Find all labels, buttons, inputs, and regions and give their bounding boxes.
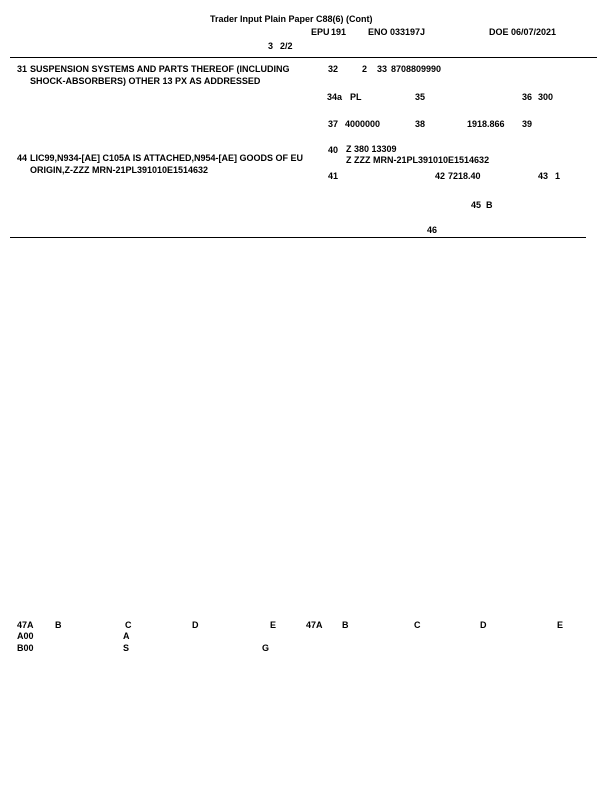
box42-item-price: 7218.40 xyxy=(448,171,481,181)
box45-adjustment: B xyxy=(486,200,493,210)
box47-left-col-b: B xyxy=(55,620,62,630)
box47-right-col-b: B xyxy=(342,620,349,630)
header-divider xyxy=(10,57,597,58)
tax-row-1-type: A00 xyxy=(17,631,34,641)
box47-right-col-d: D xyxy=(480,620,487,630)
box38-number: 38 xyxy=(415,119,426,129)
page-indicator: 2/2 xyxy=(280,41,293,51)
box47a-right-header: 47A xyxy=(306,620,323,630)
tax-row-2-col-c: S xyxy=(123,643,130,653)
eno-label: ENO xyxy=(368,27,388,37)
box31-goods-description: SUSPENSION SYSTEMS AND PARTS THEREOF (INCLUDING SHOCK-ABSORBERS) OTHER 13 PX AS ADDRESSED xyxy=(30,64,290,86)
box38-net-mass: 1918.866 xyxy=(467,119,505,129)
box47-left-col-c: C xyxy=(125,620,132,630)
box33-commodity-code: 8708809990 xyxy=(391,64,442,74)
box44-additional-information: LIC99,N934-[AE] C105A IS ATTACHED,N954-[AE] GOODS OF EU ORIGIN,Z-ZZZ MRN-21PL391010E1514632 xyxy=(30,153,304,175)
box37-number: 37 xyxy=(328,119,339,129)
box31-number: 31 xyxy=(17,64,28,74)
box32-value: 2 xyxy=(362,64,368,74)
box32-number: 32 xyxy=(328,64,339,74)
tax-row-1-col-c: A xyxy=(123,631,130,641)
box41-number: 41 xyxy=(328,171,339,181)
box37-procedure-code: 4000000 xyxy=(345,119,381,129)
box47-left-col-e: E xyxy=(270,620,277,630)
tax-row-2-col-e: G xyxy=(262,643,270,653)
box34a-number: 34a xyxy=(327,92,343,102)
doe-label: DOE xyxy=(489,27,509,37)
box40-previous-document-2: Z ZZZ MRN-21PL391010E1514632 xyxy=(346,155,490,165)
box35-number: 35 xyxy=(415,92,426,102)
box43-value: 1 xyxy=(555,171,561,181)
eno-value: 033197J xyxy=(390,27,426,37)
box46-number: 46 xyxy=(427,225,438,235)
box39-number: 39 xyxy=(522,119,533,129)
item-number: 3 xyxy=(268,41,274,51)
doe-value: 06/07/2021 xyxy=(511,27,557,37)
box43-number: 43 xyxy=(538,171,549,181)
section-divider xyxy=(10,237,586,238)
box44-number: 44 xyxy=(17,153,28,163)
box33-number: 33 xyxy=(377,64,388,74)
tax-row-2-type: B00 xyxy=(17,643,34,653)
box45-number: 45 xyxy=(471,200,482,210)
box36-number: 36 xyxy=(522,92,533,102)
epu-value: 191 xyxy=(331,27,347,37)
box47-left-col-d: D xyxy=(192,620,199,630)
box40-number: 40 xyxy=(328,145,339,155)
box47-right-col-c: C xyxy=(414,620,421,630)
box42-number: 42 xyxy=(435,171,446,181)
box36-preference: 300 xyxy=(538,92,554,102)
box34a-origin-country: PL xyxy=(350,92,362,102)
box40-previous-document-1: Z 380 13309 xyxy=(346,144,397,154)
epu-label: EPU xyxy=(311,27,330,37)
box47-right-col-e: E xyxy=(557,620,564,630)
form-title: Trader Input Plain Paper C88(6) (Cont) xyxy=(210,14,373,24)
box47a-left-header: 47A xyxy=(17,620,34,630)
